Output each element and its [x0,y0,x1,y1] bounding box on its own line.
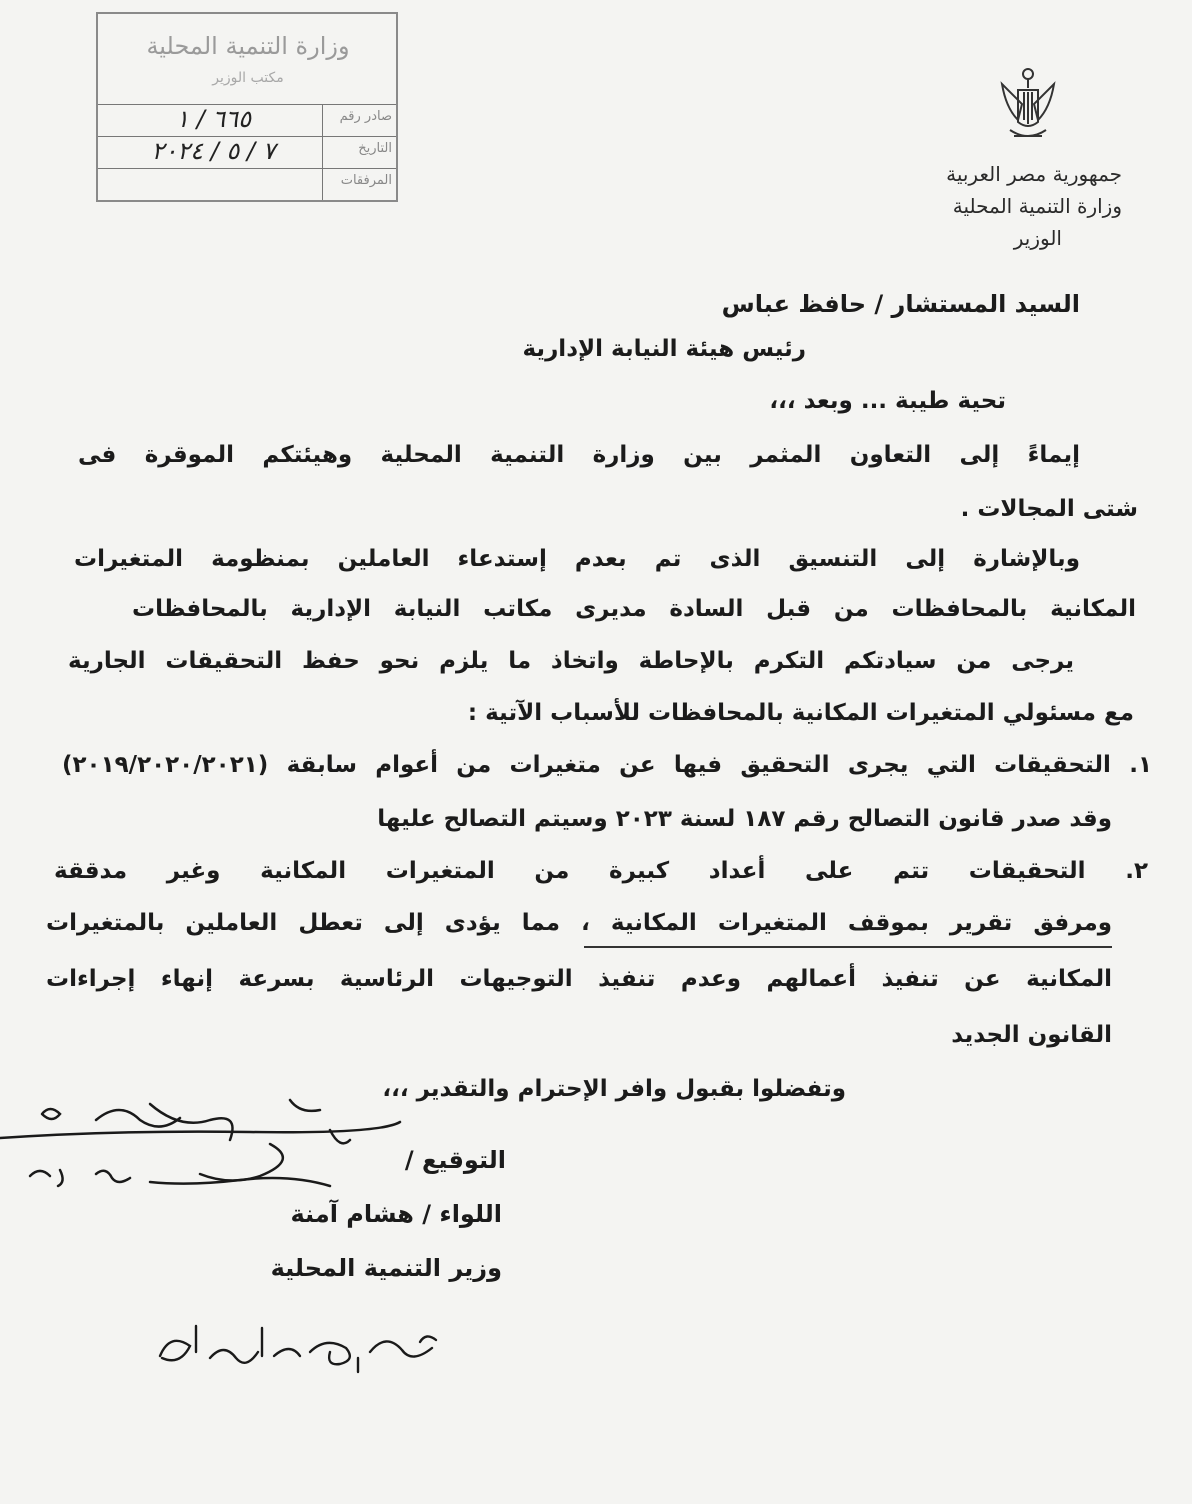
stamp-label: التاريخ [358,141,392,156]
paragraph1-line2: شتى المجالات . [960,496,1138,522]
stamp-row-attachments [98,168,396,199]
list-item-2-line1: ٢. التحقيقات تتم على أعداد كبيرة من المتغيرات المكانية وغير مدققة [54,858,1148,884]
signatory-title: وزير التنمية المحلية [270,1254,502,1282]
handwritten-note [150,1312,450,1392]
stamp-title: وزارة التنمية المحلية [146,32,350,60]
handwritten-signature-icon [0,1090,520,1210]
stamp-value: ٧ / ٥ / ٢٠٢٤ [151,137,276,165]
list-item-2-line3: المكانية عن تنفيذ أعمالهم وعدم تنفيذ التوجيهات الرئاسية بسرعة إنهاء إجراءات [46,966,1112,992]
letterhead-ministry: وزارة التنمية المحلية [952,194,1122,218]
stamp-subtitle: مكتب الوزير [212,70,284,86]
incoming-stamp [96,12,398,202]
letterhead [862,158,1122,254]
paragraph2-line4: مع مسئولي المتغيرات المكانية بالمحافظات للأسباب الآتية : [467,700,1134,726]
letterhead-office: الوزير [1013,226,1062,250]
recipient-title: رئيس هيئة النيابة الإدارية [522,336,806,362]
stamp-row-date [98,136,396,167]
report-reference: ومرفق تقرير بموقف المتغيرات المكانية ، مما يؤدى إلى تعطل العاملين بالمتغيرات [46,910,1112,936]
signatory-name: اللواء / هشام آمنة [290,1200,502,1228]
paragraph2-line3: يرجى من سيادتكم التكرم بالإحاطة واتخاذ ما يلزم نحو حفظ التحقيقات الجارية [68,648,1074,674]
list-item-2-line4: القانون الجديد [951,1022,1112,1048]
eagle-emblem-icon [992,64,1064,148]
paragraph1-line1: إيماءً إلى التعاون المثمر بين وزارة التنمية المحلية وهيئتكم الموقرة فى [78,442,1080,468]
list-item-1-line2: وقد صدر قانون التصالح رقم ١٨٧ لسنة ٢٠٢٣ وسيتم التصالح عليها [377,806,1112,832]
greeting: تحية طيبة ... وبعد ،،، [769,388,1006,414]
paragraph2-line1: وبالإشارة إلى التنسيق الذى تم بعدم إستدعاء العاملين بمنظومة المتغيرات [74,546,1080,572]
stamp-row-number [98,104,396,135]
list-item-1-line1: ١. التحقيقات التي يجرى التحقيق فيها عن متغيرات من أعوام سابقة (٢٠١٩/٢٠٢٠/٢٠٢١) [62,752,1152,778]
recipient-name: السيد المستشار / حافظ عباس [721,290,1080,318]
letterhead-country: جمهورية مصر العربية [946,162,1122,186]
stamp-label: صادر رقم [339,109,392,124]
stamp-value: ٦٦٥ / ١ [176,105,251,133]
stamp-label: المرفقات [340,173,392,188]
stamp-divider [322,104,323,200]
paragraph2-line2: المكانية بالمحافظات من قبل السادة مديرى مكاتب النيابة الإدارية بالمحافظات [132,596,1136,622]
underline-mark [584,946,1112,948]
closing-line: وتفضلوا بقبول وافر الإحترام والتقدير ،،، [382,1076,846,1102]
signature-label: التوقيع / [404,1146,506,1174]
list-item-2-line2 [46,910,1112,936]
